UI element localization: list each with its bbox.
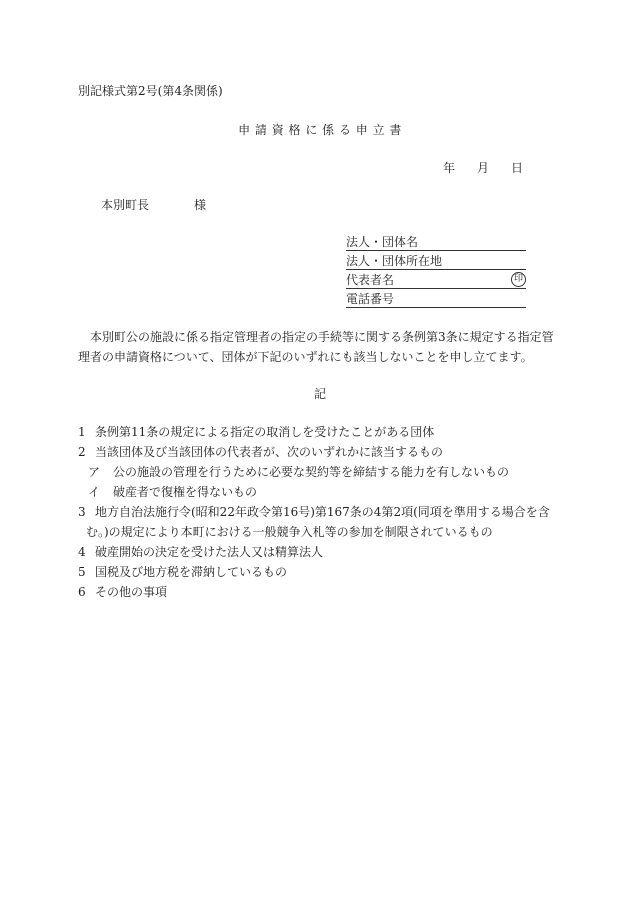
item-text: む。)の規定により本町における一般競争入札等の参加を制限されているもの [86,525,493,539]
date-line [443,160,523,176]
date-day: 日 [511,161,524,175]
item-text: 破産者で復権を得ないもの [113,485,258,499]
item-text: 条例第11条の規定による指定の取消しを受けたことがある団体 [95,425,435,439]
field-representative-name[interactable] [346,272,526,289]
item-number: ア [88,465,101,479]
item-text: 当該団体及び当該団体の代表者が、次のいずれかに該当するもの [95,445,444,459]
list-item [78,443,562,463]
addressee-suffix: 様 [194,198,207,212]
item-number: 1 [78,425,86,439]
declaration-text: 本別町公の施設に係る指定管理者の指定の手続等に関する条例第3条に規定する指定管理者の申請資格について、団体が下記のいずれにも該当しないことを申し立てます。 [78,330,554,364]
item-number: 6 [78,585,86,599]
field-phone-number[interactable] [346,291,526,308]
conditions-list [78,423,562,603]
field-label: 法人・団体名 [346,235,419,249]
list-item-continuation [78,523,562,543]
item-text: 破産開始の決定を受けた法人又は精算法人 [95,545,324,559]
field-label: 代表者名 [346,273,395,287]
seal-mark-icon: 印 [511,272,526,287]
date-month: 月 [477,161,490,175]
list-subitem [78,463,562,483]
field-organization-name[interactable] [346,234,526,251]
date-year: 年 [443,161,456,175]
item-text: 地方自治法施行令(昭和22年政令第16号)第167条の4第2項(同項を準用する場合を含 [95,505,550,519]
form-number: 別記様式第2号(第4条関係) [78,84,223,98]
item-number: イ [88,485,101,499]
document-title: 申 請 資 格 に 係 る 申 立 書 [238,123,402,137]
item-number: 3 [78,505,86,519]
field-label: 電話番号 [346,292,395,306]
list-item [78,583,562,603]
item-text: その他の事項 [95,585,168,599]
field-label: 法人・団体所在地 [346,254,443,268]
list-item [78,563,562,583]
list-item [78,423,562,443]
addressee-name: 本別町長 [101,198,150,212]
addressee [101,197,206,213]
field-organization-address[interactable] [346,253,526,270]
list-subitem [78,483,562,503]
ki-heading: 記 [313,387,326,401]
item-text: 国税及び地方税を滞納しているもの [95,565,288,579]
list-item [78,503,562,523]
list-item [78,543,562,563]
item-number: 2 [78,445,86,459]
item-number: 5 [78,565,86,579]
item-number: 4 [78,545,86,559]
item-text: 公の施設の管理を行うために必要な契約等を締結する能力を有しないもの [113,465,510,479]
